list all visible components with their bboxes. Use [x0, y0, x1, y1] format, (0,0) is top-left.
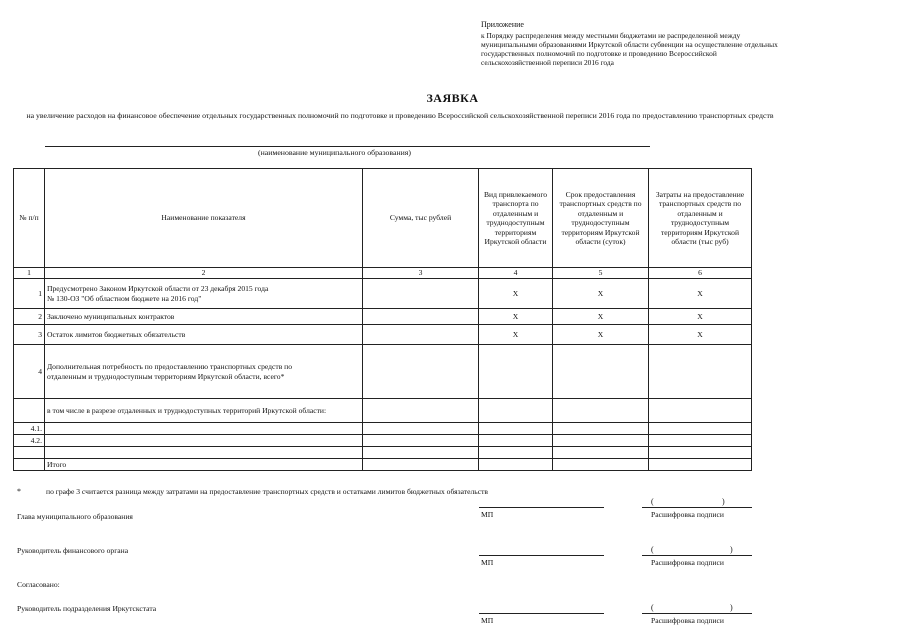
row-c6[interactable]: [649, 435, 752, 447]
table-row: [14, 399, 752, 423]
row-number: 2: [14, 309, 45, 325]
column-number: 2: [45, 268, 363, 279]
row-sum[interactable]: [363, 279, 479, 309]
row-c6[interactable]: [649, 447, 752, 459]
row-c5[interactable]: [553, 399, 649, 423]
header-num: № п/п: [14, 169, 45, 268]
row-sum[interactable]: [363, 309, 479, 325]
row-number: 4.2.: [14, 435, 45, 447]
column-number: 1: [14, 268, 45, 279]
table-header-row: [14, 169, 752, 268]
row-c5[interactable]: [553, 459, 649, 471]
footnote-text: по графе 3 считается разница между затратами на предоставление транспортных средств и остатками лимитов бюджетных обязательств: [46, 487, 489, 496]
table-row: [14, 309, 752, 325]
table-row: [14, 423, 752, 435]
column-numbers-row: [14, 268, 752, 279]
document-subtitle: на увеличение расходов на финансовое обеспечение отдельных государственных полномочий по подготовке и проведению Всероссийской сельскохозяйственной переписи 2016 года по предоставлению транспортных средств: [26, 111, 774, 120]
row-c6[interactable]: [649, 423, 752, 435]
row-c5[interactable]: [553, 447, 649, 459]
header-name: Наименование показателя: [45, 169, 363, 268]
row-c4[interactable]: [479, 447, 553, 459]
row-name-line: Дополнительная потребность по предоставлению транспортных средств по: [47, 362, 293, 371]
row-c4[interactable]: [479, 435, 553, 447]
paren-open: (: [651, 497, 654, 506]
row-c5: X: [553, 279, 649, 309]
header-transport-kind: Вид привлекаемого транспорта по отдаленным и труднодоступным территориям Иркутской области: [479, 169, 553, 268]
row-c4[interactable]: [479, 345, 553, 399]
decode-line[interactable]: [642, 613, 752, 614]
row-c6: X: [649, 325, 752, 345]
row-c6: X: [649, 309, 752, 325]
decode-line[interactable]: [642, 555, 752, 556]
row-c5[interactable]: [553, 345, 649, 399]
row-c4: X: [479, 279, 553, 309]
column-number: 4: [479, 268, 553, 279]
row-c6[interactable]: [649, 459, 752, 471]
footnote-star: *: [17, 487, 21, 496]
row-c5[interactable]: [553, 423, 649, 435]
row-name[interactable]: [45, 423, 363, 435]
finance-label: Руководитель финансового органа: [17, 546, 129, 555]
row-number: 4.1.: [14, 423, 45, 435]
table-row: [14, 279, 752, 309]
row-name-line: Предусмотрено Законом Иркутской области от 23 декабря 2015 года: [47, 284, 269, 293]
table-row-total: [14, 459, 752, 471]
header-sum: Сумма, тыс рублей: [363, 169, 479, 268]
row-c6: X: [649, 279, 752, 309]
decode-line[interactable]: [642, 507, 752, 508]
row-c4: X: [479, 325, 553, 345]
row-number: 1: [14, 279, 45, 309]
paren-close: ): [730, 603, 733, 612]
row-sum[interactable]: [363, 435, 479, 447]
row-number: [14, 459, 45, 471]
row-c5: X: [553, 325, 649, 345]
row-name: в том числе в разрезе отдаленных и труднодоступных территорий Иркутской области:: [45, 399, 363, 423]
row-name: [45, 345, 363, 399]
decode-label: Расшифровка подписи: [651, 510, 724, 519]
header-costs: Затраты на предоставление транспортных средств по отдаленным и труднодоступным территориям Иркутской области (тыс руб): [649, 169, 752, 268]
row-c4[interactable]: [479, 423, 553, 435]
row-name: [45, 279, 363, 309]
request-table: [13, 168, 752, 471]
column-number: 5: [553, 268, 649, 279]
row-sum[interactable]: [363, 447, 479, 459]
decode-label: Расшифровка подписи: [651, 558, 724, 567]
row-name[interactable]: [45, 447, 363, 459]
paren-close: ): [730, 545, 733, 554]
row-number: 4: [14, 345, 45, 399]
document-title: ЗАЯВКА: [426, 91, 479, 105]
row-c6[interactable]: [649, 399, 752, 423]
row-name-line: № 130-ОЗ "Об областном бюджете на 2016 год": [47, 293, 202, 303]
row-name-line: отдаленным и труднодоступным территориям Иркутской области, всего*: [47, 371, 285, 381]
table-row: [14, 447, 752, 459]
header-term: Срок предоставления транспортных средств по отдаленным и труднодоступным территориям Иркутской области (суток): [553, 169, 649, 268]
head-label: Глава муниципального образования: [17, 512, 133, 521]
decode-label: Расшифровка подписи: [651, 616, 724, 625]
row-c5[interactable]: [553, 435, 649, 447]
signature-line[interactable]: [479, 507, 604, 508]
appendix-text: к Порядку распределения между местными бюджетами не распределенной между муниципальными образованиями Иркутской области субвенции на осуществление отдельных государственных полномочий по подготовке и проведению Всероссийской сельскохозяйственной переписи 2016 года: [481, 31, 778, 67]
row-name: Остаток лимитов бюджетных обязательств: [45, 325, 363, 345]
row-name: Заключено муниципальных контрактов: [45, 309, 363, 325]
municipality-underline: [45, 146, 650, 147]
row-c4[interactable]: [479, 459, 553, 471]
paren-close: ): [722, 497, 725, 506]
paren-open: (: [651, 545, 654, 554]
stat-label: Руководитель подразделения Иркутскстата: [17, 604, 157, 613]
column-number: 3: [363, 268, 479, 279]
table-row: [14, 435, 752, 447]
row-sum[interactable]: [363, 423, 479, 435]
agreed-label: Согласовано:: [17, 580, 60, 589]
mp-label: МП: [481, 616, 494, 625]
appendix-title: Приложение: [481, 20, 524, 29]
row-sum[interactable]: [363, 325, 479, 345]
table-row: [14, 345, 752, 399]
mp-label: МП: [481, 558, 494, 567]
signature-line[interactable]: [479, 555, 604, 556]
row-sum[interactable]: [363, 399, 479, 423]
row-sum[interactable]: [363, 459, 479, 471]
row-name: Итого: [45, 459, 363, 471]
row-c4[interactable]: [479, 399, 553, 423]
row-sum[interactable]: [363, 345, 479, 399]
column-number: 6: [649, 268, 752, 279]
row-c6[interactable]: [649, 345, 752, 399]
row-number: [14, 399, 45, 423]
table-row: [14, 325, 752, 345]
row-name[interactable]: [45, 435, 363, 447]
paren-open: (: [651, 603, 654, 612]
row-number: [14, 447, 45, 459]
row-number: 3: [14, 325, 45, 345]
mp-label: МП: [481, 510, 494, 519]
row-c5: X: [553, 309, 649, 325]
municipality-label: (наименование муниципального образования): [258, 148, 411, 157]
signature-line[interactable]: [479, 613, 604, 614]
row-c4: X: [479, 309, 553, 325]
